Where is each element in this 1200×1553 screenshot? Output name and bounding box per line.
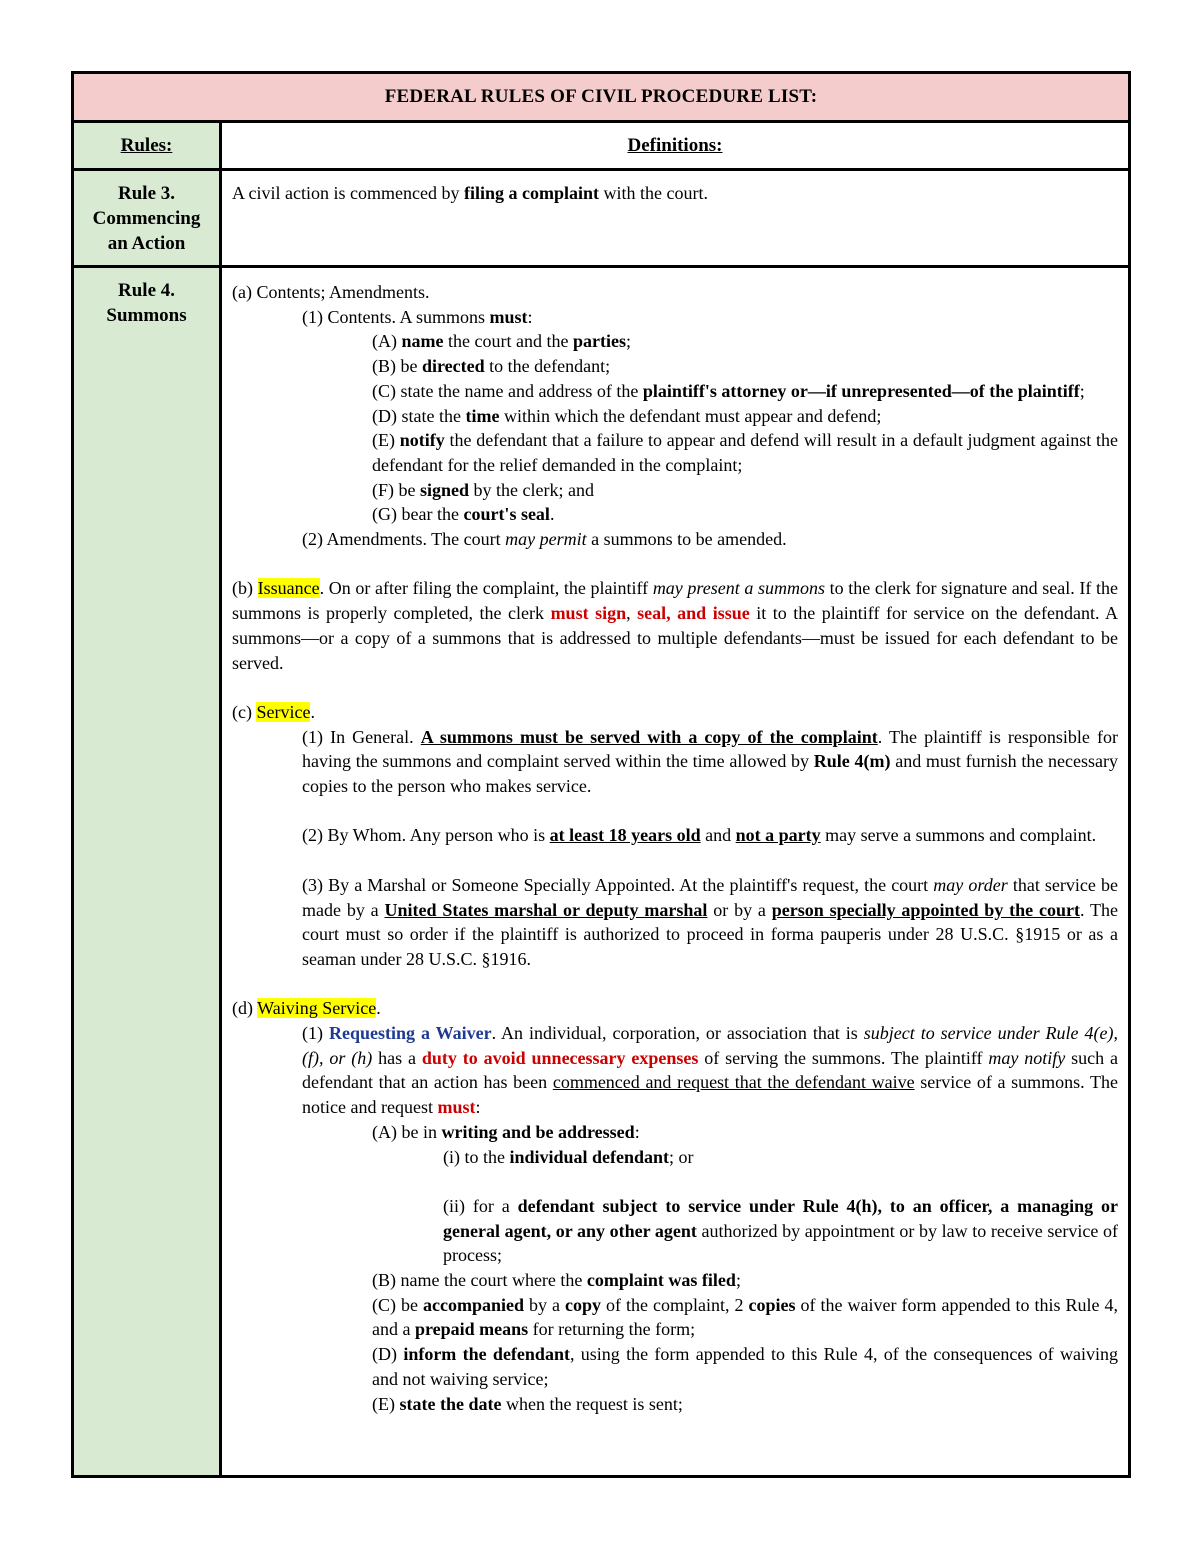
rule3-label: [73, 170, 221, 267]
d-1-A-i: (i) to the individual defendant; or: [443, 1146, 694, 1167]
rule3-name-line2: an Action: [107, 233, 186, 254]
a-heading: (a) Contents; Amendments.: [232, 282, 430, 302]
d-1-B: (B) name the court where the complaint was filed;: [372, 1270, 741, 1291]
spacer: [232, 972, 1118, 997]
d-1-A-ii: (ii) for a defendant subject to service under Rule 4(h), to an officer, a managing or general agent, or any other agent authorized by appointment or by law to receive service of process;: [443, 1195, 1119, 1266]
spacer: [232, 675, 1118, 700]
a-1-F: (F) be signed by the clerk; and: [372, 479, 594, 500]
d-1-E: (E) state the date when the request is sent;: [372, 1393, 683, 1414]
rule4-definition: [221, 267, 1130, 1477]
spacer: [232, 1169, 1118, 1194]
d-heading: (d) Waiving Service.: [232, 998, 381, 1019]
d-1-A: (A) be in writing and be addressed:: [372, 1121, 640, 1142]
rules-header: Rules:: [73, 122, 221, 170]
c-2: (2) By Whom. Any person who is at least 18 years old and not a party may serve a summons and complaint.: [302, 825, 1097, 846]
b-issuance: (b) Issuance. On or after filing the complaint, the plaintiff may present a summons to the clerk for signature and seal. If the summons is properly completed, the clerk must sign, seal, and issue it to the plaintiff for service on the defendant. A summons—or a copy of a summons that is addressed to multiple defendants—must be issued for each defendant to be served.: [232, 578, 1119, 673]
rule4-label: [73, 267, 221, 1477]
c-1: (1) In General. A summons must be served with a copy of the complaint. The plaintiff is responsible for having the summons and complaint served within the time allowed by Rule 4(m) and must furnish the necessary copies to the person who makes service.: [302, 726, 1119, 797]
spacer: [232, 848, 1118, 873]
title-row: [73, 73, 1130, 122]
a-1: (1) Contents. A summons must:: [302, 306, 533, 327]
a-1-E: (E) notify the defendant that a failure to appear and defend will result in a default judgment against the defendant for the relief demanded in the complaint;: [372, 430, 1119, 475]
a-1-A: (A) name the court and the parties;: [372, 331, 631, 352]
rule3-number: Rule 3.: [118, 183, 175, 204]
c-heading: (c) Service.: [232, 701, 315, 722]
d-1-C: (C) be accompanied by a copy of the complaint, 2 copies of the waiver form appended to this Rule 4, and a prepaid means for returning the form;: [372, 1294, 1118, 1340]
spacer: [232, 552, 1118, 577]
a-1-G: (G) bear the court's seal.: [372, 504, 555, 525]
a-1-B: (B) be directed to the defendant;: [372, 356, 611, 377]
a-2: (2) Amendments. The court may permit a summons to be amended.: [302, 529, 787, 550]
header-row: [73, 122, 1130, 170]
d-1: (1) Requesting a Waiver. An individual, corporation, or association that is subject to service under Rule 4(e), (f), or (h) has a duty to avoid unnecessary expenses of serving the summons. The plaintiff may notify such a defendant that an action has been commenced and request that the defendant waive service of a summons. The notice and request must:: [302, 1023, 1119, 1118]
table-title: FEDERAL RULES OF CIVIL PROCEDURE LIST:: [73, 73, 1130, 122]
definitions-header: Definitions:: [221, 122, 1130, 170]
a-1-D: (D) state the time within which the defendant must appear and defend;: [372, 405, 882, 426]
spacer: [232, 799, 1118, 824]
rule3-text: A civil action is commenced by filing a complaint with the court.: [232, 183, 708, 203]
c-3: (3) By a Marshal or Someone Specially Appointed. At the plaintiff's request, the court may order that service be made by a United States marshal or deputy marshal or by a person specially appointed by the court. The court must so order if the plaintiff is authorized to proceed in forma pauperis under 28 U.S.C. §1915 or as a seaman under 28 U.S.C. §1916.: [302, 874, 1118, 969]
a-1-C: (C) state the name and address of the plaintiff's attorney or—if unrepresented—of the plaintiff;: [372, 380, 1085, 401]
rule3-definition: [221, 170, 1130, 267]
rule3-row: [73, 170, 1130, 267]
rule4-row: [73, 267, 1130, 1477]
rules-table: [71, 71, 1131, 1478]
rule4-number: Rule 4.: [118, 280, 175, 301]
rule4-name: Summons: [106, 305, 187, 326]
rule3-name-line1: Commencing: [92, 208, 201, 229]
d-1-D: (D) inform the defendant, using the form appended to this Rule 4, of the consequences of waiving and not waiving service;: [372, 1344, 1118, 1389]
